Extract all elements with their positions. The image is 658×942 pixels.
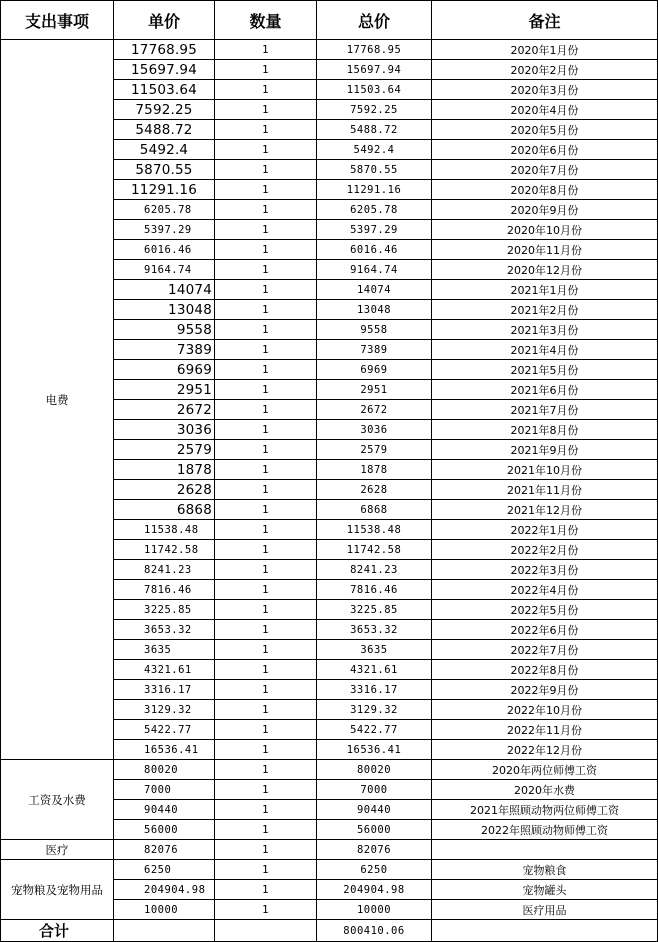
total-price-cell: 4321.61 (317, 660, 432, 680)
unit-price-cell: 3225.85 (114, 600, 215, 620)
total-price-cell: 13048 (317, 300, 432, 320)
total-price-cell: 3225.85 (317, 600, 432, 620)
quantity-cell: 1 (215, 200, 317, 220)
total-price-cell: 11503.64 (317, 80, 432, 100)
category-cell: 医疗 (1, 840, 114, 860)
unit-price-cell: 6205.78 (114, 200, 215, 220)
total-empty-price (114, 920, 215, 942)
remarks-cell: 2022年照顾动物师傅工资 (432, 820, 658, 840)
total-price-cell: 5870.55 (317, 160, 432, 180)
unit-price-cell: 80020 (114, 760, 215, 780)
quantity-cell: 1 (215, 540, 317, 560)
total-price-cell: 2579 (317, 440, 432, 460)
table-row (1, 40, 658, 60)
quantity-cell: 1 (215, 340, 317, 360)
remarks-cell: 2021年9月份 (432, 440, 658, 460)
remarks-cell: 2020年11月份 (432, 240, 658, 260)
total-price-cell: 6969 (317, 360, 432, 380)
remarks-cell: 2022年4月份 (432, 580, 658, 600)
quantity-cell: 1 (215, 120, 317, 140)
total-price-cell: 2628 (317, 480, 432, 500)
unit-price-cell: 3129.32 (114, 700, 215, 720)
quantity-cell: 1 (215, 860, 317, 880)
remarks-cell: 2021年照顾动物两位师傅工资 (432, 800, 658, 820)
quantity-cell: 1 (215, 480, 317, 500)
table-row (1, 840, 658, 860)
unit-price-cell: 5397.29 (114, 220, 215, 240)
unit-price-cell: 9164.74 (114, 260, 215, 280)
quantity-cell: 1 (215, 360, 317, 380)
unit-price-cell: 2672 (114, 400, 215, 420)
quantity-cell: 1 (215, 420, 317, 440)
remarks-cell: 2020年10月份 (432, 220, 658, 240)
quantity-cell: 1 (215, 220, 317, 240)
quantity-cell: 1 (215, 440, 317, 460)
unit-price-cell: 13048 (114, 300, 215, 320)
unit-price-cell: 10000 (114, 900, 215, 920)
quantity-cell: 1 (215, 400, 317, 420)
quantity-cell: 1 (215, 660, 317, 680)
remarks-cell: 2021年4月份 (432, 340, 658, 360)
quantity-cell: 1 (215, 80, 317, 100)
remarks-cell: 2022年5月份 (432, 600, 658, 620)
total-price-cell: 2672 (317, 400, 432, 420)
unit-price-cell: 8241.23 (114, 560, 215, 580)
unit-price-cell: 1878 (114, 460, 215, 480)
quantity-cell: 1 (215, 820, 317, 840)
unit-price-cell: 14074 (114, 280, 215, 300)
unit-price-cell: 6868 (114, 500, 215, 520)
unit-price-cell: 3316.17 (114, 680, 215, 700)
remarks-cell: 2021年5月份 (432, 360, 658, 380)
remarks-cell: 2020年水费 (432, 780, 658, 800)
remarks-cell: 2021年7月份 (432, 400, 658, 420)
total-price-cell: 3653.32 (317, 620, 432, 640)
remarks-cell: 2020年9月份 (432, 200, 658, 220)
remarks-cell: 2020年6月份 (432, 140, 658, 160)
header-total-price: 总价 (317, 1, 432, 40)
unit-price-cell: 9558 (114, 320, 215, 340)
remarks-cell: 2022年11月份 (432, 720, 658, 740)
remarks-cell: 2021年12月份 (432, 500, 658, 520)
total-price-cell: 7592.25 (317, 100, 432, 120)
total-price-cell: 16536.41 (317, 740, 432, 760)
unit-price-cell: 5492.4 (114, 140, 215, 160)
unit-price-cell: 16536.41 (114, 740, 215, 760)
remarks-cell: 2021年2月份 (432, 300, 658, 320)
remarks-cell: 宠物罐头 (432, 880, 658, 900)
total-price-cell: 3635 (317, 640, 432, 660)
total-price-cell: 6250 (317, 860, 432, 880)
unit-price-cell: 11538.48 (114, 520, 215, 540)
total-price-cell: 80020 (317, 760, 432, 780)
remarks-cell: 2022年7月份 (432, 640, 658, 660)
quantity-cell: 1 (215, 800, 317, 820)
quantity-cell: 1 (215, 840, 317, 860)
total-label: 合计 (1, 920, 114, 942)
remarks-cell: 2022年8月份 (432, 660, 658, 680)
unit-price-cell: 7592.25 (114, 100, 215, 120)
category-cell: 宠物粮及宠物用品 (1, 860, 114, 920)
unit-price-cell: 82076 (114, 840, 215, 860)
remarks-cell: 2020年4月份 (432, 100, 658, 120)
remarks-cell: 2020年7月份 (432, 160, 658, 180)
remarks-cell: 2022年2月份 (432, 540, 658, 560)
quantity-cell: 1 (215, 60, 317, 80)
total-empty-qty (215, 920, 317, 942)
quantity-cell: 1 (215, 380, 317, 400)
remarks-cell: 医疗用品 (432, 900, 658, 920)
total-value: 800410.06 (317, 920, 432, 942)
remarks-cell: 2020年1月份 (432, 40, 658, 60)
remarks-cell: 2021年10月份 (432, 460, 658, 480)
total-price-cell: 9164.74 (317, 260, 432, 280)
total-price-cell: 5488.72 (317, 120, 432, 140)
total-price-cell: 6016.46 (317, 240, 432, 260)
unit-price-cell: 15697.94 (114, 60, 215, 80)
total-price-cell: 15697.94 (317, 60, 432, 80)
quantity-cell: 1 (215, 720, 317, 740)
total-price-cell: 6868 (317, 500, 432, 520)
unit-price-cell: 56000 (114, 820, 215, 840)
unit-price-cell: 11742.58 (114, 540, 215, 560)
unit-price-cell: 90440 (114, 800, 215, 820)
remarks-cell (432, 840, 658, 860)
table-body (1, 40, 658, 920)
total-row (1, 920, 658, 942)
unit-price-cell: 204904.98 (114, 880, 215, 900)
remarks-cell: 2020年8月份 (432, 180, 658, 200)
quantity-cell: 1 (215, 100, 317, 120)
quantity-cell: 1 (215, 760, 317, 780)
unit-price-cell: 2951 (114, 380, 215, 400)
remarks-cell: 2022年1月份 (432, 520, 658, 540)
remarks-cell: 2022年12月份 (432, 740, 658, 760)
total-price-cell: 3129.32 (317, 700, 432, 720)
total-price-cell: 204904.98 (317, 880, 432, 900)
total-price-cell: 2951 (317, 380, 432, 400)
remarks-cell: 2020年2月份 (432, 60, 658, 80)
remarks-cell: 2020年两位师傅工资 (432, 760, 658, 780)
quantity-cell: 1 (215, 700, 317, 720)
total-price-cell: 82076 (317, 840, 432, 860)
quantity-cell: 1 (215, 40, 317, 60)
quantity-cell: 1 (215, 580, 317, 600)
total-price-cell: 8241.23 (317, 560, 432, 580)
total-price-cell: 7816.46 (317, 580, 432, 600)
total-price-cell: 6205.78 (317, 200, 432, 220)
total-price-cell: 7389 (317, 340, 432, 360)
unit-price-cell: 2579 (114, 440, 215, 460)
quantity-cell: 1 (215, 180, 317, 200)
quantity-cell: 1 (215, 680, 317, 700)
unit-price-cell: 3036 (114, 420, 215, 440)
total-price-cell: 11538.48 (317, 520, 432, 540)
total-price-cell: 1878 (317, 460, 432, 480)
total-price-cell: 17768.95 (317, 40, 432, 60)
remarks-cell: 2021年6月份 (432, 380, 658, 400)
table-row (1, 860, 658, 880)
quantity-cell: 1 (215, 320, 317, 340)
total-price-cell: 10000 (317, 900, 432, 920)
quantity-cell: 1 (215, 280, 317, 300)
unit-price-cell: 5870.55 (114, 160, 215, 180)
remarks-cell: 2020年12月份 (432, 260, 658, 280)
total-price-cell: 5492.4 (317, 140, 432, 160)
unit-price-cell: 6969 (114, 360, 215, 380)
quantity-cell: 1 (215, 740, 317, 760)
unit-price-cell: 2628 (114, 480, 215, 500)
quantity-cell: 1 (215, 520, 317, 540)
unit-price-cell: 5422.77 (114, 720, 215, 740)
category-cell: 工资及水费 (1, 760, 114, 840)
unit-price-cell: 11291.16 (114, 180, 215, 200)
total-price-cell: 5422.77 (317, 720, 432, 740)
remarks-cell: 2020年5月份 (432, 120, 658, 140)
quantity-cell: 1 (215, 900, 317, 920)
remarks-cell: 2020年3月份 (432, 80, 658, 100)
header-row (1, 1, 658, 40)
remarks-cell: 2021年8月份 (432, 420, 658, 440)
total-empty-note (432, 920, 658, 942)
remarks-cell: 2022年9月份 (432, 680, 658, 700)
header-category: 支出事项 (1, 1, 114, 40)
total-price-cell: 5397.29 (317, 220, 432, 240)
header-unit-price: 单价 (114, 1, 215, 40)
quantity-cell: 1 (215, 240, 317, 260)
unit-price-cell: 11503.64 (114, 80, 215, 100)
quantity-cell: 1 (215, 780, 317, 800)
unit-price-cell: 7816.46 (114, 580, 215, 600)
quantity-cell: 1 (215, 160, 317, 180)
remarks-cell: 2021年3月份 (432, 320, 658, 340)
quantity-cell: 1 (215, 600, 317, 620)
unit-price-cell: 5488.72 (114, 120, 215, 140)
unit-price-cell: 3635 (114, 640, 215, 660)
unit-price-cell: 7000 (114, 780, 215, 800)
total-price-cell: 3316.17 (317, 680, 432, 700)
quantity-cell: 1 (215, 140, 317, 160)
quantity-cell: 1 (215, 880, 317, 900)
total-price-cell: 90440 (317, 800, 432, 820)
remarks-cell: 2022年6月份 (432, 620, 658, 640)
unit-price-cell: 4321.61 (114, 660, 215, 680)
total-price-cell: 11742.58 (317, 540, 432, 560)
unit-price-cell: 17768.95 (114, 40, 215, 60)
table-row (1, 760, 658, 780)
header-quantity: 数量 (215, 1, 317, 40)
remarks-cell: 2022年10月份 (432, 700, 658, 720)
remarks-cell: 2021年11月份 (432, 480, 658, 500)
category-cell: 电费 (1, 40, 114, 760)
quantity-cell: 1 (215, 640, 317, 660)
quantity-cell: 1 (215, 620, 317, 640)
quantity-cell: 1 (215, 260, 317, 280)
total-price-cell: 7000 (317, 780, 432, 800)
total-price-cell: 11291.16 (317, 180, 432, 200)
total-price-cell: 56000 (317, 820, 432, 840)
quantity-cell: 1 (215, 500, 317, 520)
total-price-cell: 3036 (317, 420, 432, 440)
remarks-cell: 2021年1月份 (432, 280, 658, 300)
remarks-cell: 2022年3月份 (432, 560, 658, 580)
header-remarks: 备注 (432, 1, 658, 40)
unit-price-cell: 6016.46 (114, 240, 215, 260)
remarks-cell: 宠物粮食 (432, 860, 658, 880)
quantity-cell: 1 (215, 460, 317, 480)
unit-price-cell: 6250 (114, 860, 215, 880)
unit-price-cell: 7389 (114, 340, 215, 360)
total-price-cell: 14074 (317, 280, 432, 300)
quantity-cell: 1 (215, 560, 317, 580)
total-price-cell: 9558 (317, 320, 432, 340)
quantity-cell: 1 (215, 300, 317, 320)
unit-price-cell: 3653.32 (114, 620, 215, 640)
